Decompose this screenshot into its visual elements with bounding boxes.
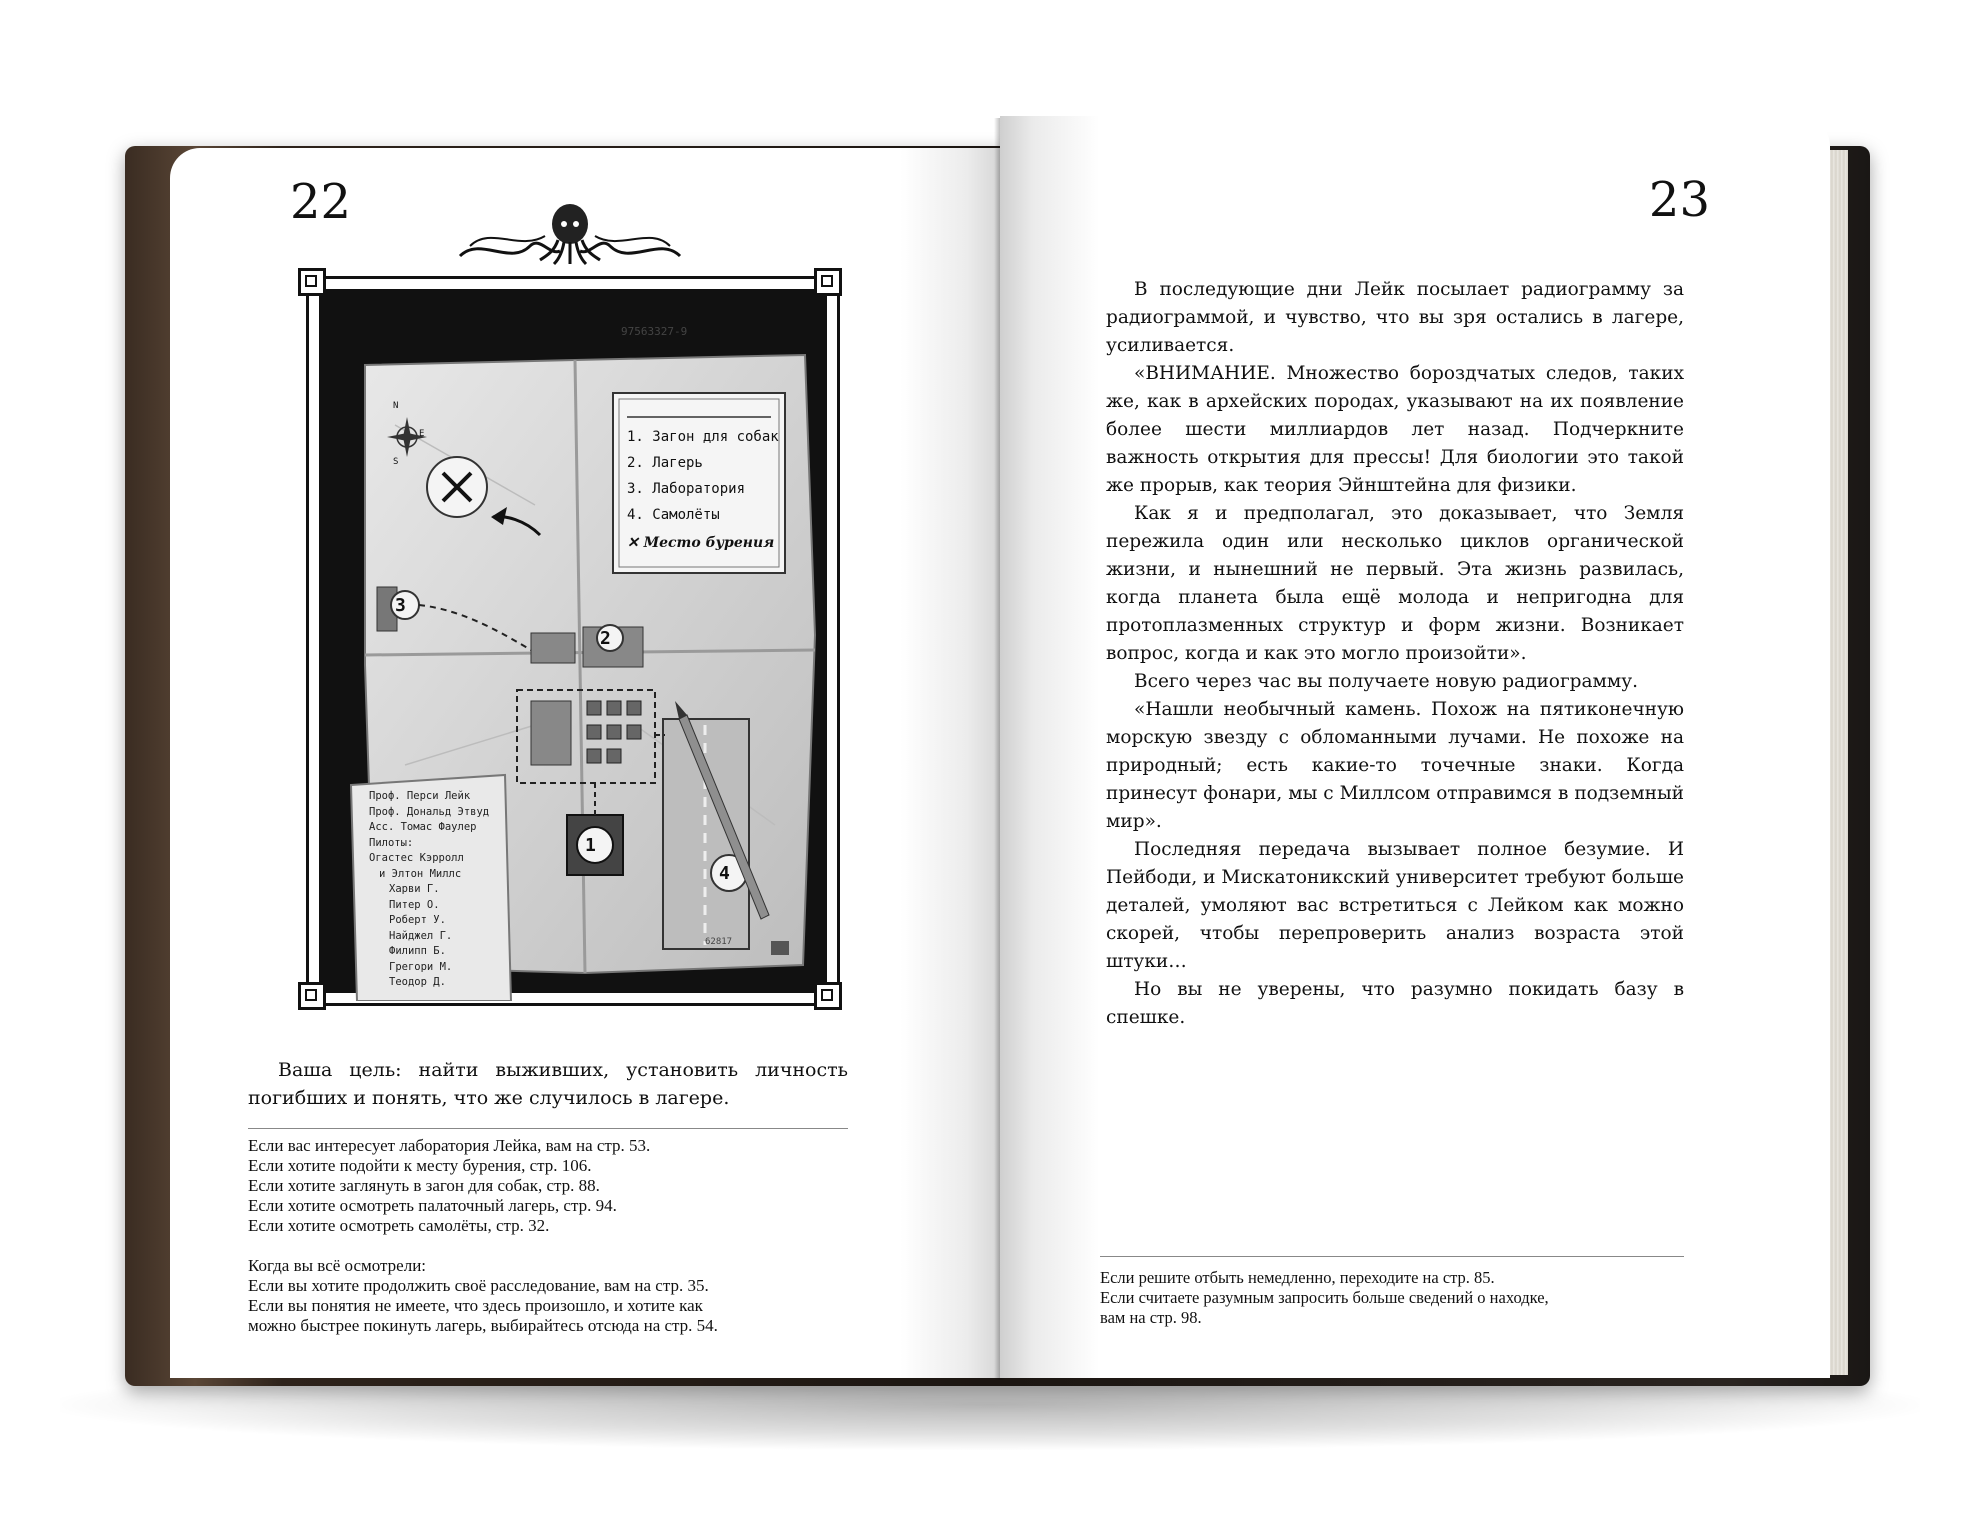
map-serial: 97563327-9 bbox=[621, 325, 688, 338]
after-choice-list bbox=[248, 1256, 718, 1336]
frame-corner bbox=[814, 268, 842, 296]
note-line: Роберт У. bbox=[389, 914, 446, 926]
frame-corner bbox=[298, 268, 326, 296]
note-line: Грегори М. bbox=[389, 960, 453, 973]
marker-4: 4 bbox=[719, 863, 730, 884]
choice-item[interactable]: Если решите отбыть немедленно, переходите на стр. 85. bbox=[1100, 1268, 1495, 1287]
choice-item[interactable]: Если хотите подойти к месту бурения, стр. 106. bbox=[248, 1156, 592, 1175]
left-page bbox=[170, 148, 1000, 1378]
paragraph: В последующие дни Лейк посылает радиограмму за радиограммой, и чувство, что вы зря остались в лагере, усиливается. bbox=[1106, 279, 1684, 356]
paragraph: Последняя передача вызывает полное безумие. И Пейбоди, и Мискатоникский университет требуют больше деталей, умоляют вас встретиться с Лейком как можно скорей, чтобы перепроверить анализ возраста этой штуки… bbox=[1106, 839, 1684, 972]
legend-drill-label: Место бурения bbox=[643, 535, 775, 551]
legend-item-3: 3. Лаборатория bbox=[627, 481, 746, 497]
map-illustration bbox=[300, 196, 840, 1006]
compass-e: E bbox=[419, 429, 425, 439]
plate-number: 62817 bbox=[705, 937, 733, 947]
legend-item-1: 1. Загон для собак bbox=[627, 429, 779, 445]
marker-1: 1 bbox=[585, 835, 596, 856]
choice-list bbox=[1100, 1268, 1549, 1328]
note-line: Питер О. bbox=[389, 898, 440, 911]
page-number-right: 23 bbox=[1648, 172, 1710, 228]
marker-3: 3 bbox=[395, 595, 406, 616]
compass-n: N bbox=[393, 401, 399, 411]
story-text bbox=[1106, 276, 1684, 1032]
paragraph: «Нашли необычный камень. Похож на пятиконечную морскую звезду с обломанными лучами. Не похоже на природный; есть какие-то точечные знаки. Когда принесут фонари, мы с Миллсом отправимся в подземный мир». bbox=[1106, 699, 1684, 832]
frame-corner bbox=[814, 982, 842, 1010]
choice-list bbox=[248, 1136, 650, 1236]
drill-x-icon: ✕ bbox=[627, 535, 639, 551]
note-line: Найджел Г. bbox=[389, 929, 453, 942]
note-line: Теодор Д. bbox=[389, 976, 446, 988]
map-frame bbox=[306, 276, 840, 1006]
choice-item[interactable]: Если вы хотите продолжить своё расследование, вам на стр. 35. bbox=[248, 1276, 709, 1295]
note-line: и Элтон Миллс bbox=[379, 867, 462, 880]
objective-caption: Ваша цель: найти выживших, установить личность погибших и понять, что же случилось в лагере. bbox=[248, 1059, 848, 1109]
divider bbox=[1100, 1256, 1684, 1257]
map-backdrop bbox=[319, 289, 827, 993]
note-line: Харви Г. bbox=[389, 883, 440, 895]
note-line: Филипп Б. bbox=[389, 945, 446, 957]
note-line: Асс. Томас Фаулер bbox=[369, 821, 477, 833]
note-line: Огастес Кэрролл bbox=[369, 852, 464, 864]
marker-2: 2 bbox=[600, 628, 611, 649]
choice-item[interactable]: Если хотите осмотреть палаточный лагерь, стр. 94. bbox=[248, 1196, 617, 1215]
choice-item[interactable]: Если хотите осмотреть самолёты, стр. 32. bbox=[248, 1216, 550, 1235]
octopus-ornament-icon bbox=[450, 196, 690, 266]
choice-item[interactable]: Если вы понятия не имеете, что здесь произошло, и хотите как bbox=[248, 1296, 703, 1315]
paragraph: «ВНИМАНИЕ. Множество бороздчатых следов, таких же, как в архейских породах, указывают на их появление более шести миллиардов лет назад. Подчеркните важность открытия для прессы! Для биологии это такой же прорыв, как теория Эйнштейна для физики. bbox=[1106, 363, 1684, 496]
choice-item[interactable]: можно быстрее покинуть лагерь, выбирайтесь отсюда на стр. 54. bbox=[248, 1316, 718, 1335]
compass-s: S bbox=[393, 457, 399, 467]
note-line: Проф. Перси Лейк bbox=[369, 790, 471, 802]
note-line: Пилоты: bbox=[369, 836, 414, 849]
choice-item[interactable]: Если считаете разумным запросить больше сведений о находке, bbox=[1100, 1288, 1549, 1307]
choice-item[interactable]: Если хотите заглянуть в загон для собак, стр. 88. bbox=[248, 1176, 600, 1195]
legend-item-4: 4. Самолёты bbox=[627, 507, 720, 523]
legend-drill-site bbox=[627, 535, 774, 551]
frame-corner bbox=[298, 982, 326, 1010]
divider bbox=[248, 1128, 848, 1129]
choice-item[interactable]: Если вас интересует лаборатория Лейка, вам на стр. 53. bbox=[248, 1136, 651, 1155]
note-line: Проф. Дональд Этвуд bbox=[369, 805, 490, 818]
legend-item-2: 2. Лагерь bbox=[627, 455, 703, 471]
after-heading: Когда вы всё осмотрели: bbox=[248, 1256, 427, 1275]
page-number-left: 22 bbox=[290, 174, 352, 230]
paragraph: Всего через час вы получаете новую радиограмму. bbox=[1134, 671, 1639, 692]
survivors-note bbox=[369, 789, 489, 991]
choice-item[interactable]: вам на стр. 98. bbox=[1100, 1308, 1202, 1327]
paragraph: Но вы не уверены, что разумно покидать базу в спешке. bbox=[1106, 979, 1684, 1028]
paragraph: Как я и предполагал, это доказывает, что Земля пережила один или несколько циклов органической жизни, и нынешний не первый. Эта жизнь развилась, когда планета была ещё молода и непригодна для протоплазменных структур и форм жизни. Возникает вопрос, когда и как это могло произойти». bbox=[1106, 503, 1684, 664]
right-page bbox=[1000, 116, 1830, 1378]
